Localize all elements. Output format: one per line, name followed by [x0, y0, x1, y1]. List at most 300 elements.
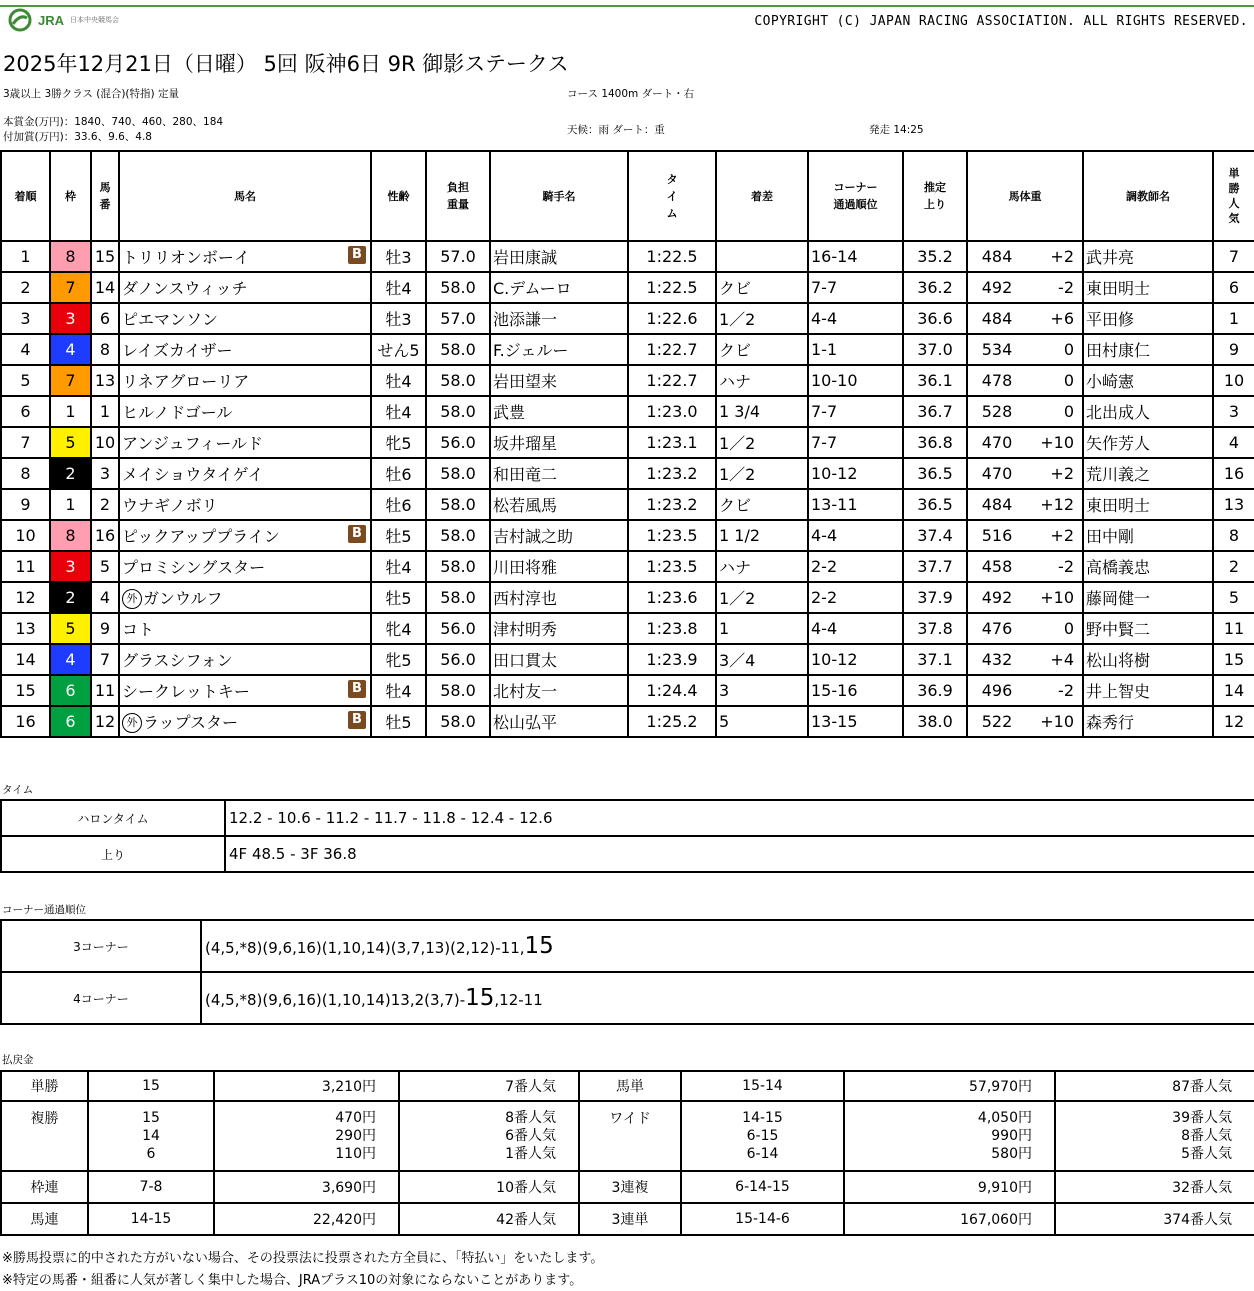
sexage-cell: 牡5: [371, 582, 426, 613]
last3f-cell: 36.5: [903, 458, 967, 489]
margin-cell: 3／4: [716, 644, 808, 675]
payout-note-1: ※勝馬投票に的中された方がいない場合、その投票法に投票された方全員に、「特払い」をいたします。: [2, 1251, 604, 1266]
body-weight: 522: [981, 712, 1013, 731]
body-weight: 432: [981, 650, 1013, 669]
body-weight: 470: [981, 433, 1013, 452]
popularity-cell: 4: [1213, 427, 1254, 458]
horse-name[interactable]: トリリオンボーイ: [122, 248, 250, 267]
umaren-label: 馬連: [1, 1203, 88, 1235]
horse-name[interactable]: シークレットキー: [122, 682, 250, 701]
horse-name-cell: [119, 272, 371, 303]
popularity-cell: 2: [1213, 551, 1254, 582]
sanrenpuku-amount: 9,910円: [844, 1171, 1055, 1203]
col-number: 馬 番: [91, 151, 119, 241]
margin-cell: ハナ: [716, 551, 808, 582]
payout-note-2: ※特定の馬番・組番に人気が著しく集中した場合、JRAプラス10の対象にならないことがあります。: [2, 1273, 583, 1288]
rank-cell: 5: [1, 365, 50, 396]
last3f-cell: 36.2: [903, 272, 967, 303]
trainer-cell[interactable]: 小崎憲: [1083, 365, 1213, 396]
fukusho-pop: 8番人気: [505, 1110, 556, 1126]
horse-name-cell: [119, 334, 371, 365]
jockey-cell[interactable]: 田口貫太: [490, 644, 628, 675]
horse-name-cell: [119, 582, 371, 613]
weight-cell: 58.0: [426, 396, 490, 427]
waku-cell: 8: [50, 520, 91, 551]
sexage-cell: 牡5: [371, 520, 426, 551]
corner4-row: [1, 972, 1254, 1024]
sanrentan-number: 15-14-6: [681, 1203, 844, 1235]
col-body-weight: 馬体重: [967, 151, 1083, 241]
time-cell: 1:22.5: [628, 241, 716, 272]
jockey-cell[interactable]: F.ジェルー: [490, 334, 628, 365]
result-row: [1, 644, 1254, 675]
trainer-cell[interactable]: 東田明士: [1083, 272, 1213, 303]
last3f-cell: 36.6: [903, 303, 967, 334]
horse-name[interactable]: グラスシフォン: [122, 651, 233, 670]
col-jockey: 騎手名: [490, 151, 628, 241]
col-waku: 枠: [50, 151, 91, 241]
sexage-cell: 牡4: [371, 365, 426, 396]
time-cell: 1:23.5: [628, 551, 716, 582]
horse-number-cell: 1: [91, 396, 119, 427]
sanrentan-popularity: 374番人気: [1055, 1203, 1254, 1235]
popularity-cell: 3: [1213, 396, 1254, 427]
body-weight-cell: [967, 303, 1083, 334]
wide-pop: 8番人気: [1181, 1128, 1232, 1144]
furlong-label: ハロンタイム: [1, 800, 225, 836]
horse-number-cell: 2: [91, 489, 119, 520]
trainer-cell[interactable]: 田中剛: [1083, 520, 1213, 551]
col-weight: 負担 重量: [426, 151, 490, 241]
weight-cell: 58.0: [426, 489, 490, 520]
wide-pop: 39番人気: [1172, 1110, 1232, 1126]
last3f-cell: 36.7: [903, 396, 967, 427]
trainer-cell[interactable]: 平田修: [1083, 303, 1213, 334]
col-last3f: 推定 上り: [903, 151, 967, 241]
last3f-cell: 37.1: [903, 644, 967, 675]
margin-cell: ハナ: [716, 365, 808, 396]
result-row: [1, 613, 1254, 644]
horse-name[interactable]: ヒルノドゴール: [122, 403, 233, 422]
sexage-cell: せん5: [371, 334, 426, 365]
race-title: 2025年12月21日（日曜） 5回 阪神6日 9R 御影ステークス: [3, 52, 569, 76]
results-table: [0, 150, 1254, 738]
horse-name[interactable]: メイショウタイゲイ: [122, 465, 264, 484]
rank-cell: 13: [1, 613, 50, 644]
weight-cell: 58.0: [426, 582, 490, 613]
horse-name-cell: [119, 241, 371, 272]
body-weight: 496: [981, 681, 1013, 700]
last3f-cell: 36.5: [903, 489, 967, 520]
horse-name[interactable]: レイズカイザー: [122, 341, 233, 360]
furlong-row: [1, 800, 1254, 836]
corner-section-label: コーナー通過順位: [2, 904, 86, 916]
corner-cell: 10-12: [808, 458, 903, 489]
tansho-popularity: 7番人気: [399, 1071, 579, 1101]
horse-number-cell: 4: [91, 582, 119, 613]
rank-cell: 3: [1, 303, 50, 334]
corner4-value: [201, 972, 1254, 1024]
corner-cell: 13-11: [808, 489, 903, 520]
trainer-cell[interactable]: 東田明士: [1083, 489, 1213, 520]
rank-cell: 6: [1, 396, 50, 427]
corner-cell: 10-12: [808, 644, 903, 675]
jockey-cell[interactable]: 西村淳也: [490, 582, 628, 613]
body-weight-cell: [967, 520, 1083, 551]
rank-cell: 15: [1, 675, 50, 706]
popularity-cell: 5: [1213, 582, 1254, 613]
body-weight-cell: [967, 365, 1083, 396]
rank-cell: 7: [1, 427, 50, 458]
trainer-cell[interactable]: 北出成人: [1083, 396, 1213, 427]
fukusho-amounts: [214, 1101, 399, 1171]
umatan-amount: 57,970円: [844, 1071, 1055, 1101]
body-weight: 528: [981, 402, 1013, 421]
horse-name-cell: [119, 644, 371, 675]
body-weight-diff: +2: [1050, 247, 1074, 266]
result-row: [1, 489, 1254, 520]
result-row: [1, 551, 1254, 582]
body-weight-diff: +12: [1040, 495, 1074, 514]
sexage-cell: 牡4: [371, 272, 426, 303]
sexage-cell: 牝5: [371, 644, 426, 675]
trainer-cell[interactable]: 荒川義之: [1083, 458, 1213, 489]
weight-cell: 58.0: [426, 551, 490, 582]
horse-name[interactable]: リネアグローリア: [122, 372, 250, 391]
result-row: [1, 520, 1254, 551]
jockey-cell[interactable]: 津村明秀: [490, 613, 628, 644]
jockey-cell[interactable]: 岩田望来: [490, 365, 628, 396]
time-cell: 1:25.2: [628, 706, 716, 737]
jockey-cell[interactable]: 川田将雅: [490, 551, 628, 582]
payout-row-1: [1, 1071, 1254, 1101]
wide-amount: 580円: [991, 1146, 1032, 1162]
wide-number: 14-15: [742, 1110, 783, 1126]
corner-cell: 4-4: [808, 303, 903, 334]
trainer-cell[interactable]: 高橋義忠: [1083, 551, 1213, 582]
sexage-cell: 牡5: [371, 706, 426, 737]
rank-cell: 16: [1, 706, 50, 737]
foreign-horse-icon: 外: [122, 713, 142, 733]
waku-cell: 1: [50, 489, 91, 520]
margin-cell: 1／2: [716, 582, 808, 613]
rank-cell: 1: [1, 241, 50, 272]
body-weight-cell: [967, 458, 1083, 489]
payout-row-3: [1, 1171, 1254, 1203]
last3f-cell: 35.2: [903, 241, 967, 272]
waku-cell: 6: [50, 675, 91, 706]
popularity-cell: 9: [1213, 334, 1254, 365]
umaren-number: 14-15: [88, 1203, 214, 1235]
weight-cell: 56.0: [426, 613, 490, 644]
popularity-cell: 12: [1213, 706, 1254, 737]
horse-number-cell: 12: [91, 706, 119, 737]
horse-name-cell: [119, 365, 371, 396]
jra-logo-icon: [8, 8, 32, 32]
jockey-cell[interactable]: 松若風馬: [490, 489, 628, 520]
body-weight-cell: [967, 706, 1083, 737]
horse-name[interactable]: ウナギノボリ: [122, 496, 218, 515]
rank-cell: 9: [1, 489, 50, 520]
corner-table: [0, 919, 1254, 1025]
corner-cell: 7-7: [808, 427, 903, 458]
horse-name-cell: [119, 489, 371, 520]
wide-amounts: [844, 1101, 1055, 1171]
body-weight: 484: [981, 247, 1013, 266]
body-weight-diff: +10: [1040, 433, 1074, 452]
umatan-number: 15-14: [681, 1071, 844, 1101]
wide-numbers: [681, 1101, 844, 1171]
popularity-cell: 10: [1213, 365, 1254, 396]
horse-number-cell: 5: [91, 551, 119, 582]
jockey-cell[interactable]: 松山弘平: [490, 706, 628, 737]
jockey-cell[interactable]: 岩田康誠: [490, 241, 628, 272]
trainer-cell[interactable]: 藤岡健一: [1083, 582, 1213, 613]
time-cell: 1:23.6: [628, 582, 716, 613]
blinker-icon: B: [348, 525, 366, 543]
last3f-cell: 37.9: [903, 582, 967, 613]
popularity-cell: 14: [1213, 675, 1254, 706]
horse-name[interactable]: ガンウルフ: [143, 588, 223, 608]
wide-label: ワイド: [579, 1101, 681, 1171]
jockey-cell[interactable]: 北村友一: [490, 675, 628, 706]
margin-cell: 1: [716, 613, 808, 644]
horse-number-cell: 15: [91, 241, 119, 272]
time-cell: 1:23.9: [628, 644, 716, 675]
body-weight-diff: 0: [1063, 619, 1074, 638]
umatan-popularity: 87番人気: [1055, 1071, 1254, 1101]
horse-name-cell: [119, 613, 371, 644]
time-section-label: タイム: [2, 784, 34, 796]
horse-name-cell: [119, 675, 371, 706]
trainer-cell[interactable]: 矢作芳人: [1083, 427, 1213, 458]
corner-cell: 7-7: [808, 396, 903, 427]
weight-cell: 57.0: [426, 241, 490, 272]
body-weight: 492: [981, 588, 1013, 607]
weight-cell: 58.0: [426, 334, 490, 365]
body-weight-cell: [967, 675, 1083, 706]
waku-cell: 6: [50, 706, 91, 737]
margin-cell: 5: [716, 706, 808, 737]
last3f-cell: 37.0: [903, 334, 967, 365]
rank-cell: 14: [1, 644, 50, 675]
waku-cell: 7: [50, 272, 91, 303]
body-weight-diff: 0: [1063, 402, 1074, 421]
weight-cell: 58.0: [426, 365, 490, 396]
sexage-cell: 牡3: [371, 241, 426, 272]
time-cell: 1:22.7: [628, 334, 716, 365]
body-weight-diff: +2: [1050, 526, 1074, 545]
horse-name-cell: [119, 551, 371, 582]
margin-cell: 1 3/4: [716, 396, 808, 427]
body-weight: 484: [981, 309, 1013, 328]
result-row: [1, 241, 1254, 272]
race-conditions: 3歳以上 3勝クラス (混合)(特指) 定量: [3, 88, 179, 100]
sexage-cell: 牡6: [371, 489, 426, 520]
corner3-label: 3コーナー: [1, 920, 201, 972]
horse-number-cell: 7: [91, 644, 119, 675]
time-cell: 1:22.6: [628, 303, 716, 334]
result-row: [1, 303, 1254, 334]
jockey-cell[interactable]: 坂井瑠星: [490, 427, 628, 458]
horse-name-cell: [119, 458, 371, 489]
trainer-cell[interactable]: 野中賢二: [1083, 613, 1213, 644]
horse-number-cell: 3: [91, 458, 119, 489]
result-row: [1, 458, 1254, 489]
payout-row-4: [1, 1203, 1254, 1235]
corner3-value: [201, 920, 1254, 972]
horse-name[interactable]: ピエマンソン: [122, 310, 219, 329]
popularity-cell: 11: [1213, 613, 1254, 644]
results-body: [1, 241, 1254, 737]
rank-cell: 8: [1, 458, 50, 489]
logo-subtext: 日本中央競馬会: [70, 16, 120, 24]
body-weight-cell: [967, 272, 1083, 303]
sanrenpuku-label: 3連複: [579, 1171, 681, 1203]
body-weight-diff: 0: [1063, 371, 1074, 390]
wide-number: 6-14: [746, 1146, 779, 1162]
time-cell: 1:22.7: [628, 365, 716, 396]
weight-cell: 58.0: [426, 272, 490, 303]
waku-cell: 4: [50, 644, 91, 675]
horse-name-cell: [119, 396, 371, 427]
corner-cell: 10-10: [808, 365, 903, 396]
weight-cell: 57.0: [426, 303, 490, 334]
body-weight-cell: [967, 427, 1083, 458]
col-trainer: 調教師名: [1083, 151, 1213, 241]
sexage-cell: 牡4: [371, 396, 426, 427]
rank-cell: 12: [1, 582, 50, 613]
race-bonus: 付加賞(万円)：33.6、9.6、4.8: [3, 131, 152, 143]
body-weight: 492: [981, 278, 1013, 297]
race-start-time: 発走 14:25: [869, 124, 924, 136]
fukusho-pop: 6番人気: [505, 1128, 556, 1144]
horse-name[interactable]: ダノンスウィッチ: [122, 279, 248, 298]
horse-name[interactable]: ピックアッププライン: [122, 527, 280, 546]
col-popularity: 単 勝 人 気: [1213, 151, 1254, 241]
weight-cell: 58.0: [426, 458, 490, 489]
body-weight-diff: +10: [1040, 588, 1074, 607]
popularity-cell: 1: [1213, 303, 1254, 334]
body-weight-cell: [967, 334, 1083, 365]
trainer-cell[interactable]: 武井亮: [1083, 241, 1213, 272]
margin-cell: 1／2: [716, 303, 808, 334]
agari-value: 4F 48.5 - 3F 36.8: [225, 836, 1254, 872]
body-weight: 516: [981, 526, 1013, 545]
result-row: [1, 675, 1254, 706]
jockey-cell[interactable]: 和田竜二: [490, 458, 628, 489]
sanrenpuku-popularity: 32番人気: [1055, 1171, 1254, 1203]
race-prize: 本賞金(万円)：1840、740、460、280、184: [3, 116, 224, 128]
waku-cell: 2: [50, 582, 91, 613]
horse-name[interactable]: アンジュフィールド: [122, 434, 264, 453]
corner-cell: 13-15: [808, 706, 903, 737]
body-weight-diff: +2: [1050, 464, 1074, 483]
header-rule: [0, 5, 1254, 7]
trainer-cell[interactable]: 松山将樹: [1083, 644, 1213, 675]
sexage-cell: 牡3: [371, 303, 426, 334]
body-weight-diff: 0: [1063, 340, 1074, 359]
body-weight-cell: [967, 613, 1083, 644]
horse-name[interactable]: プロミシングスター: [122, 558, 266, 577]
time-cell: 1:23.5: [628, 520, 716, 551]
sexage-cell: 牝5: [371, 427, 426, 458]
fukusho-number: 15: [142, 1110, 160, 1126]
horse-number-cell: 8: [91, 334, 119, 365]
margin-cell: [716, 241, 808, 272]
rank-cell: 10: [1, 520, 50, 551]
jockey-cell[interactable]: 池添謙一: [490, 303, 628, 334]
time-cell: 1:23.0: [628, 396, 716, 427]
margin-cell: クビ: [716, 489, 808, 520]
horse-name[interactable]: コト: [122, 620, 155, 639]
sexage-cell: 牡4: [371, 675, 426, 706]
body-weight: 470: [981, 464, 1013, 483]
waku-cell: 2: [50, 458, 91, 489]
corner3-winner: 15: [524, 933, 554, 959]
umaren-amount: 22,420円: [214, 1203, 399, 1235]
jra-logo[interactable]: [8, 8, 119, 32]
last3f-cell: 38.0: [903, 706, 967, 737]
body-weight: 484: [981, 495, 1013, 514]
horse-name-cell: [119, 427, 371, 458]
wide-number: 6-15: [746, 1128, 779, 1144]
corner-cell: 2-2: [808, 551, 903, 582]
time-cell: 1:23.2: [628, 489, 716, 520]
horse-name-cell: [119, 303, 371, 334]
fukusho-amount: 110円: [335, 1146, 376, 1162]
foreign-horse-icon: 外: [122, 589, 142, 609]
last3f-cell: 36.9: [903, 675, 967, 706]
wakuren-popularity: 10番人気: [399, 1171, 579, 1203]
horse-number-cell: 13: [91, 365, 119, 396]
trainer-cell[interactable]: 田村康仁: [1083, 334, 1213, 365]
corner-cell: 4-4: [808, 613, 903, 644]
body-weight: 476: [981, 619, 1013, 638]
jockey-cell[interactable]: 吉村誠之助: [490, 520, 628, 551]
corner4-text-post: ,12-11: [494, 991, 543, 1009]
rank-cell: 11: [1, 551, 50, 582]
body-weight-diff: -2: [1058, 681, 1074, 700]
waku-cell: 7: [50, 365, 91, 396]
sanrenpuku-number: 6-14-15: [681, 1171, 844, 1203]
trainer-cell[interactable]: 森秀行: [1083, 706, 1213, 737]
wide-amount: 4,050円: [977, 1110, 1032, 1126]
trainer-cell[interactable]: 井上智史: [1083, 675, 1213, 706]
umatan-label: 馬単: [579, 1071, 681, 1101]
body-weight-diff: -2: [1058, 278, 1074, 297]
corner3-row: [1, 920, 1254, 972]
popularity-cell: 6: [1213, 272, 1254, 303]
race-course: コース 1400m ダート・右: [567, 88, 695, 100]
jockey-cell[interactable]: C.デムーロ: [490, 272, 628, 303]
corner-cell: 4-4: [808, 520, 903, 551]
body-weight-diff: +6: [1050, 309, 1074, 328]
wakuren-amount: 3,690円: [214, 1171, 399, 1203]
fukusho-numbers: [88, 1101, 214, 1171]
waku-cell: 8: [50, 241, 91, 272]
corner-cell: 7-7: [808, 272, 903, 303]
weight-cell: 56.0: [426, 644, 490, 675]
corner4-text: (4,5,*8)(9,6,16)(1,10,14)13,2(3,7)-: [205, 991, 466, 1009]
horse-number-cell: 14: [91, 272, 119, 303]
horse-name[interactable]: ラップスター: [143, 712, 239, 732]
body-weight: 478: [981, 371, 1013, 390]
corner-cell: 16-14: [808, 241, 903, 272]
jockey-cell[interactable]: 武豊: [490, 396, 628, 427]
time-table: [0, 799, 1254, 873]
popularity-cell: 15: [1213, 644, 1254, 675]
